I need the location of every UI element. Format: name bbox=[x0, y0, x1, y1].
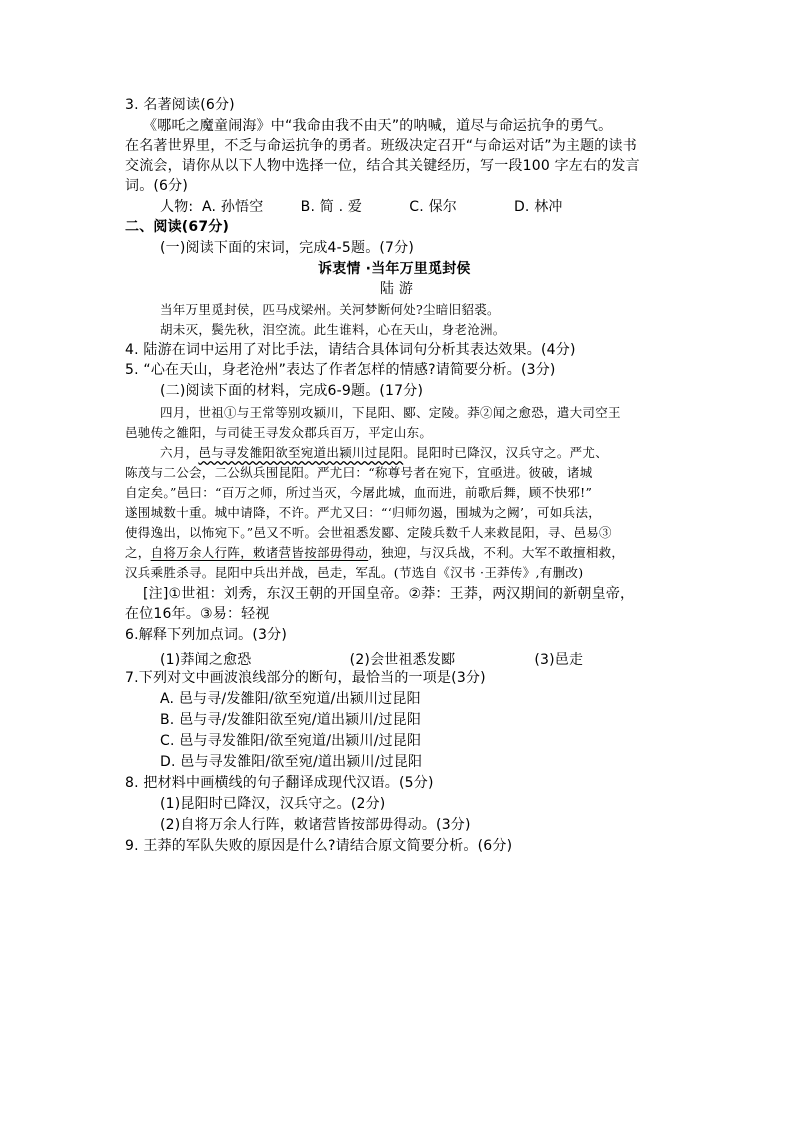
passage-line-7: 使得逸出，以怖宛下。”邑又不听。会世祖悉发郾、定陵兵数千人来救昆阳，寻、邑易③ bbox=[125, 525, 612, 540]
poem-line-2: 胡未灭，鬓先秋，泪空流。此生谁料，心在天山，身老沧洲。 bbox=[160, 322, 506, 337]
q3-option-c: C. 保尔 bbox=[409, 199, 457, 215]
passage-line-8-start: 之， bbox=[125, 545, 151, 560]
passage-wavy-sentence: 邑与寻发雒阳欲至宛道出颍川过昆阳 bbox=[198, 445, 404, 460]
q6-items-row bbox=[160, 650, 583, 670]
q7-option-c: C. 邑与寻发雒阳/欲至宛道/出颍川/过昆阳 bbox=[160, 733, 422, 749]
q6-item-1: (1)莽闻之愈恐 bbox=[160, 652, 252, 668]
q3-paragraph-line-1: 《哪吒之魔童闹海》中“我命由我不由天”的呐喊，道尽与命运抗争的勇气。 bbox=[143, 118, 613, 134]
q7-option-a: A. 邑与寻/发雒阳/欲至宛道/出颍川过昆阳 bbox=[160, 691, 421, 707]
q8-sentence-1: (1)昆阳时已降汉，汉兵守之。(2分) bbox=[160, 796, 386, 812]
notes-line-1: [注]①世祖：刘秀，东汉王朝的开国皇帝。②莽：王莽，两汉期间的新朝皇帝， bbox=[143, 586, 635, 602]
q3-title: 3. 名著阅读(6分) bbox=[125, 97, 235, 113]
q5-text: 5. “心在天山，身老沧州”表达了作者怎样的情感?请简要分析。(3分) bbox=[125, 362, 556, 378]
passage-line-9: 汉兵乘胜杀寻。昆阳中兵出并战，邑走，军乱。(节选自《汉书 ·王莽传》,有删改) bbox=[125, 565, 584, 580]
q8-sentence-2: (2)自将万余人行阵，敕诸营皆按部毋得动。(3分) bbox=[160, 817, 471, 833]
q6-item-2: (2)会世祖悉发郾 bbox=[349, 652, 456, 668]
notes-line-2: 在位16年。③易：轻视 bbox=[125, 606, 270, 622]
q7-option-d: D. 邑与寻发雒阳/欲至宛/道出颍川/过昆阳 bbox=[160, 754, 423, 770]
q3-option-d: D. 林冲 bbox=[513, 199, 563, 215]
q3-option-b: B. 简 . 爱 bbox=[300, 199, 363, 215]
passage-line-5: 自定矣。”邑曰：“百万之师，所过当灭，今屠此城，血而进，前歌后舞，顾不快邪!” bbox=[125, 485, 593, 500]
q6-item-3: (3)邑走 bbox=[534, 652, 584, 668]
section-2-title: 二、阅读(67分) bbox=[125, 219, 230, 235]
q3-paragraph-line-2: 在名著世界里，不乏与命运抗争的勇者。班级决定召开“与命运对话”为主题的读书 bbox=[125, 138, 637, 154]
q9-text: 9. 王莽的军队失败的原因是什么?请结合原文简要分析。(6分) bbox=[125, 838, 513, 854]
passage-line-3 bbox=[160, 443, 608, 463]
q3-paragraph-line-4: 词。(6分) bbox=[125, 178, 189, 194]
passage-line-3-start: 六月， bbox=[160, 445, 199, 460]
passage-line-2: 邑驰传之雒阳，与司徒王寻发众郡兵百万，平定山东。 bbox=[125, 425, 433, 440]
passage-line-4: 陈茂与二公会，二公纵兵围昆阳。严尤曰：“称尊号者在宛下，宜亟进。彼破，诸城 bbox=[125, 465, 593, 480]
poem-line-1: 当年万里觅封侯，匹马戍梁州。关河梦断何处?尘暗旧貂裘。 bbox=[160, 302, 500, 317]
q3-options-label: 人物: bbox=[160, 199, 194, 215]
q8-title: 8. 把材料中画横线的句子翻译成现代汉语。(5分) bbox=[125, 775, 434, 791]
passage-line-3-end: 。昆阳时已降汉，汉兵守之。严尤、 bbox=[403, 445, 609, 460]
passage-line-8 bbox=[125, 543, 624, 563]
q7-option-b: B. 邑与寻/发雒阳欲至宛/道出颍川/过昆阳 bbox=[160, 712, 422, 728]
passage-line-1: 四月，世祖①与王常等别攻颍川，下昆阳、郾、定陵。莽②闻之愈恐，遣大司空王 bbox=[160, 405, 621, 420]
q3-paragraph-line-3: 交流会，请你从以下人物中选择一位，结合其关键经历，写一段100 字左右的发言 bbox=[125, 158, 640, 174]
passage-line-8-end: ，独迎，与汉兵战，不利。大军不敢擅相救， bbox=[368, 545, 625, 560]
q7-title: 7.下列对文中画波浪线部分的断句，最恰当的一项是(3分) bbox=[125, 670, 486, 686]
part-1-instruction: (一)阅读下面的宋词，完成4-5题。(7分) bbox=[160, 240, 415, 256]
poem-author: 陆 游 bbox=[380, 281, 414, 297]
part-2-instruction: (二)阅读下面的材料，完成6-9题。(17分) bbox=[160, 383, 424, 399]
q3-options-row bbox=[160, 197, 563, 217]
poem-title: 诉衷情 ·当年万里觅封侯 bbox=[318, 261, 471, 277]
passage-underlined-sentence: 自将万余人行阵，敕诸营皆按部毋得动 bbox=[150, 545, 369, 560]
q3-option-a: A. 孙悟空 bbox=[201, 199, 264, 215]
q6-title: 6.解释下列加点词。(3分) bbox=[125, 627, 287, 643]
q4-text: 4. 陆游在词中运用了对比手法，请结合具体词句分析其表达效果。(4分) bbox=[125, 342, 576, 358]
passage-line-6: 遂围城数十重。城中请降，不许。严尤又曰：“‘归师勿遏，围城为之阙’，可如兵法， bbox=[125, 505, 602, 520]
